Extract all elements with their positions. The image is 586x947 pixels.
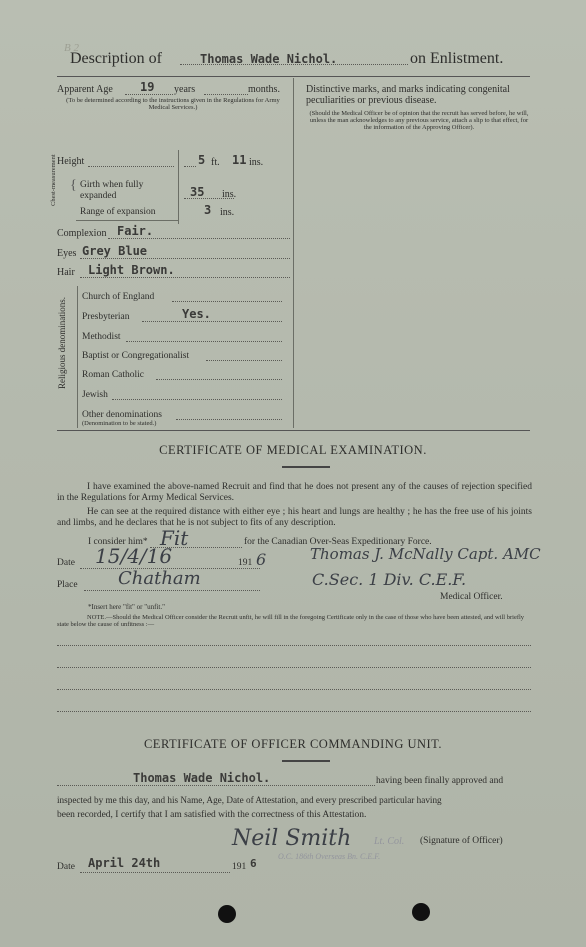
hair-value: Light Brown. — [88, 263, 175, 277]
religion-other: Other denominations — [82, 410, 162, 420]
eyes-value: Grey Blue — [82, 244, 148, 258]
consider-suffix: for the Canadian Over-Seas Expeditionary Force. — [244, 537, 432, 547]
chest-label: Chest-measurement — [50, 154, 57, 206]
ins-label: ins. — [249, 157, 264, 168]
girth-label: Girth when fully expanded — [80, 180, 144, 201]
eyes-label: Eyes — [57, 248, 77, 259]
religion-line-1 — [142, 321, 282, 322]
medical-officer-signature: Thomas J. McNally Capt. AMC — [310, 545, 541, 563]
age-months-line — [204, 94, 248, 95]
distinctive-note: (Should the Medical Officer be of opinion that the recruit has served before, he will, unless the man acknowledges to any previous service, attach a slip to that effect, for the information of the Approving Officer). — [309, 110, 529, 131]
insert-note: *Insert here "fit" or "unfit." — [88, 603, 165, 611]
religion-baptist: Baptist or Congregationalist — [82, 351, 190, 361]
officer-signature: Neil Smith — [232, 826, 352, 851]
hair-line — [80, 277, 290, 278]
religion-presbyterian-value: Yes. — [182, 307, 211, 321]
months-label: months. — [248, 84, 280, 95]
religion-methodist: Methodist — [82, 332, 121, 342]
medical-heading: CERTIFICATE OF MEDICAL EXAMINATION. — [159, 443, 427, 457]
age-note: (To be determined according to the instructions given in the Regulations for Army Medical Services.) — [66, 97, 280, 111]
officer-date-value: April 24th — [88, 856, 161, 870]
consider-label: I consider him* — [88, 537, 148, 547]
unfit-line-3 — [57, 689, 531, 690]
religion-line-4 — [156, 379, 282, 380]
place-label: Place — [57, 580, 78, 590]
religion-roman-catholic: Roman Catholic — [82, 370, 145, 380]
eyes-line — [80, 258, 290, 259]
header-title-left: Description of — [70, 50, 162, 67]
religion-side-label: Religious denominations. — [57, 297, 67, 389]
medical-date-value: 15/4/16 — [95, 544, 173, 568]
height-in-value: 11 — [232, 153, 247, 167]
column-divider — [293, 78, 294, 428]
officer-heading: CERTIFICATE OF OFFICER COMMANDING UNIT. — [143, 737, 443, 751]
medical-para-1: I have examined the above-named Recruit and find that he does not present any of the causes of rejection specified in the Regulations for Army Medical Services. — [57, 482, 532, 503]
officer-year-suffix: 6 — [250, 857, 257, 870]
age-label: Apparent Age — [57, 84, 113, 95]
complexion-label: Complexion — [57, 228, 107, 239]
height-line — [88, 166, 174, 167]
height-label: Height — [57, 156, 85, 167]
officer-heading-rule — [282, 760, 330, 762]
chest-brace: { — [70, 178, 77, 193]
expansion-value: 3 — [204, 203, 212, 217]
recruit-name: Thomas Wade Nichol. — [200, 52, 338, 66]
punch-hole-right — [412, 903, 430, 921]
complexion-line — [108, 238, 290, 239]
girth-unit: ins. — [222, 189, 237, 200]
officer-line-1: having been finally approved and — [376, 776, 504, 786]
officer-date-line — [80, 872, 230, 873]
height-ft-line — [184, 166, 196, 167]
years-label: years — [174, 84, 196, 95]
chest-rule — [76, 220, 178, 221]
unfit-note: NOTE.—Should the Medical Officer consider the Recruit unfit, he will fill in the foregoing Certificate only in the case of those who have been attested, and will briefly state below the cause of unfitness :— — [57, 614, 525, 628]
religion-other-note: (Denomination to be stated.) — [82, 420, 157, 427]
religion-presbyterian: Presbyterian — [82, 312, 130, 322]
officer-unit-stamp: O.C. 186th Overseas Bn. C.E.F. — [278, 852, 381, 861]
religion-church-of-england: Church of England — [82, 292, 155, 302]
expansion-unit: ins. — [220, 207, 235, 218]
medical-date-label: Date — [57, 558, 75, 568]
hair-label: Hair — [57, 267, 75, 278]
medical-officer-label: Medical Officer. — [440, 592, 503, 602]
expansion-label: Range of expansion — [80, 207, 156, 217]
medical-heading-rule — [282, 466, 330, 468]
girth-value: 35 — [190, 185, 205, 199]
officer-name-line — [57, 785, 375, 786]
religion-line-0 — [172, 301, 282, 302]
age-years-line — [125, 94, 173, 95]
officer-line-2: inspected by me this day, and his Name, Age, Date of Attestation, and every prescribed particular having — [57, 795, 442, 805]
officer-signature-title: Lt. Col. — [374, 836, 405, 847]
officer-recruit-name: Thomas Wade Nichol. — [133, 771, 271, 785]
age-years-value: 19 — [140, 80, 155, 94]
place-value: Chatham — [118, 568, 201, 589]
unfit-line-1 — [57, 645, 531, 646]
unfit-line-4 — [57, 711, 531, 712]
form-number: B 2 — [64, 42, 79, 54]
religion-jewish: Jewish — [82, 390, 108, 400]
officer-date-label: Date — [57, 862, 75, 872]
header-title-right: on Enlistment. — [410, 50, 504, 67]
officer-line-3: been recorded, I certify that I am satisfied with the correctness of this Attestation. — [57, 810, 367, 820]
header-rule — [57, 76, 530, 77]
officer-year-prefix: 191 — [232, 862, 247, 872]
medical-para-2: He can see at the required distance with either eye ; his heart and lungs are healthy ; he has the free use of his joints and limbs, and he declares that he is not subject to fits of any description. — [57, 507, 532, 528]
medical-year-suffix: 6 — [256, 550, 267, 569]
complexion-value: Fair. — [117, 224, 154, 238]
religion-line-6 — [176, 419, 282, 420]
height-ft-value: 5 — [198, 153, 206, 167]
religion-line-5 — [112, 399, 282, 400]
religion-line-3 — [206, 360, 282, 361]
religion-line-2 — [126, 341, 282, 342]
distinctive-marks-label: Distinctive marks, and marks indicating congenital peculiarities or previous disease. — [306, 84, 510, 106]
religion-divider — [77, 286, 78, 428]
medical-officer-unit: C.Sec. 1 Div. C.E.F. — [312, 570, 467, 589]
ft-label: ft. — [211, 157, 220, 168]
punch-hole-left — [218, 905, 236, 923]
consider-value: Fit — [160, 526, 189, 550]
place-line — [84, 590, 260, 591]
officer-signature-label: (Signature of Officer) — [420, 836, 503, 846]
measure-divider — [178, 150, 179, 224]
section-rule — [57, 430, 530, 431]
unfit-line-2 — [57, 667, 531, 668]
medical-year-prefix: 191 — [238, 558, 253, 568]
